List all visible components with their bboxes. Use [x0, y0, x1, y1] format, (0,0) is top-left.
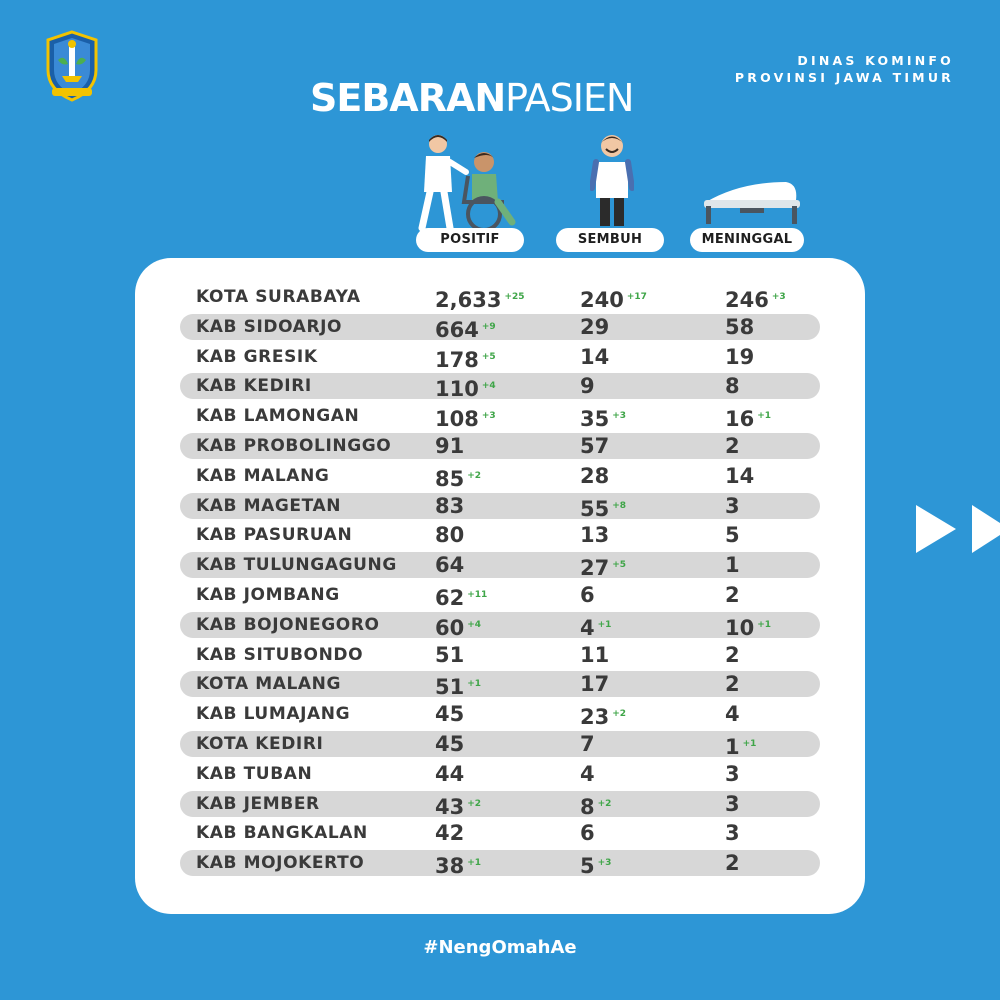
sembuh-delta: +17: [626, 292, 647, 302]
region-name: KAB JEMBER: [196, 793, 320, 814]
meninggal-count: [725, 522, 740, 548]
meninggal-count: [725, 761, 740, 787]
table-row: [180, 642, 820, 668]
sembuh-value: 55: [580, 496, 610, 521]
positif-count: [435, 701, 464, 727]
positif-value: 83: [435, 493, 465, 518]
table-row: [180, 284, 820, 310]
positif-delta: +3: [481, 411, 496, 422]
wheelchair-patient-icon: [412, 132, 524, 232]
meninggal-value: 14: [725, 463, 755, 488]
table-row: [180, 731, 820, 757]
region-name: KOTA KEDIRI: [196, 734, 324, 754]
sembuh-count: [580, 463, 609, 489]
meninggal-value: 2: [725, 583, 740, 607]
sembuh-count: [580, 403, 627, 432]
positif-value: 45: [435, 732, 465, 756]
meninggal-value: 4: [725, 702, 740, 727]
table-row: [180, 403, 820, 432]
sembuh-delta: +8: [612, 500, 627, 511]
positif-count: [435, 493, 464, 519]
meninggal-count: [725, 642, 740, 668]
region-name: KOTA MALANG: [196, 674, 342, 695]
positif-value: 110: [435, 377, 479, 402]
positif-value: 108: [435, 407, 479, 432]
column-header-meninggal: MENINGGAL: [690, 228, 804, 252]
positif-delta: +25: [504, 292, 525, 302]
region-name: KAB MALANG: [196, 465, 330, 486]
meninggal-count: [725, 582, 740, 608]
meninggal-count: [725, 552, 740, 578]
positif-delta: +1: [467, 679, 482, 690]
sembuh-count: [580, 761, 595, 787]
meninggal-value: 16: [725, 407, 755, 432]
positif-count: [435, 731, 464, 757]
positif-value: 2,633: [435, 288, 502, 312]
sembuh-count: [580, 314, 609, 340]
meninggal-value: 2: [725, 434, 740, 458]
region-name: KAB SITUBONDO: [196, 644, 364, 665]
next-arrow-icon[interactable]: [912, 503, 1000, 555]
table-row: [180, 373, 820, 402]
positif-count: [435, 284, 525, 310]
sembuh-value: 11: [580, 642, 610, 667]
region-name: KAB TUBAN: [196, 763, 313, 784]
positif-delta: +11: [467, 590, 488, 600]
positif-count: [435, 373, 496, 402]
sembuh-count: [580, 671, 609, 697]
positif-delta: +4: [481, 381, 496, 392]
sembuh-count: [580, 612, 611, 638]
meninggal-delta: +1: [757, 411, 772, 422]
sembuh-value: 4: [580, 615, 595, 640]
meninggal-count: [725, 850, 740, 876]
region-name: KAB PASURUAN: [196, 525, 353, 546]
positif-delta: +5: [481, 351, 496, 362]
region-name: KAB KEDIRI: [196, 376, 312, 397]
sembuh-delta: +1: [597, 619, 612, 630]
sembuh-value: 9: [580, 374, 595, 399]
meninggal-count: [725, 701, 740, 727]
positif-count: [435, 463, 481, 489]
meninggal-count: [725, 373, 740, 399]
sembuh-count: [580, 284, 647, 310]
meninggal-value: 3: [725, 821, 740, 846]
positif-count: [435, 403, 496, 432]
meninggal-count: [725, 791, 740, 817]
table-row: [180, 493, 820, 519]
positif-count: [435, 642, 464, 668]
sembuh-value: 5: [580, 854, 595, 879]
region-name: KAB MOJOKERTO: [196, 853, 365, 874]
org-line-2: PROVINSI JAWA TIMUR: [734, 70, 954, 85]
column-header-positif: POSITIF: [416, 228, 524, 252]
meninggal-count: [725, 612, 771, 638]
region-name: KAB LUMAJANG: [196, 704, 351, 725]
positif-count: [435, 820, 464, 846]
positif-value: 91: [435, 434, 465, 458]
sembuh-count: [580, 373, 595, 399]
meninggal-delta: +1: [742, 739, 757, 749]
sembuh-value: 35: [580, 407, 610, 432]
sembuh-value: 7: [580, 732, 595, 756]
positif-value: 38: [435, 854, 465, 879]
sembuh-value: 14: [580, 344, 610, 369]
region-name: KAB BOJONEGORO: [196, 614, 380, 635]
region-name: KAB MAGETAN: [196, 495, 342, 516]
column-header-sembuh: SEMBUH: [556, 228, 664, 252]
table-row: [180, 850, 820, 879]
table-row: [180, 791, 820, 817]
meninggal-count: [725, 433, 740, 459]
sembuh-count: [580, 433, 609, 459]
hospital-bed-icon: [700, 178, 804, 226]
table-row: [180, 671, 820, 700]
sembuh-count: [580, 552, 627, 581]
positif-value: 664: [435, 317, 479, 342]
table-row: [180, 612, 820, 638]
table-row: [180, 552, 820, 581]
meninggal-value: 3: [725, 761, 740, 786]
sembuh-count: [580, 850, 612, 879]
organization-label: [735, 52, 954, 86]
sembuh-count: [580, 493, 626, 519]
sembuh-value: 29: [580, 314, 610, 339]
hashtag: #NengOmahAe: [423, 937, 577, 958]
positif-value: 51: [435, 642, 465, 667]
meninggal-value: 2: [725, 851, 740, 876]
positif-count: [435, 552, 464, 578]
meninggal-count: [725, 731, 756, 757]
positif-value: 45: [435, 702, 465, 727]
sembuh-value: 6: [580, 821, 595, 846]
positif-value: 51: [435, 675, 465, 700]
sembuh-count: [580, 344, 609, 370]
sembuh-value: 8: [580, 794, 595, 819]
table-row: [180, 344, 820, 370]
positif-count: [435, 314, 496, 340]
table-row: [180, 582, 820, 608]
meninggal-count: [725, 403, 772, 432]
sembuh-delta: +2: [597, 798, 612, 809]
sembuh-delta: +2: [612, 709, 627, 720]
sembuh-value: 28: [580, 463, 610, 488]
positif-value: 178: [435, 347, 479, 372]
positif-count: [435, 791, 481, 817]
positif-count: [435, 433, 464, 459]
meninggal-count: [725, 493, 740, 519]
positif-delta: +2: [467, 470, 482, 481]
sembuh-value: 4: [580, 761, 595, 786]
table-row: [180, 314, 820, 340]
meninggal-value: 3: [725, 493, 740, 518]
province-emblem-icon: [44, 30, 100, 102]
sembuh-delta: +3: [612, 411, 627, 422]
meninggal-value: 2: [725, 672, 740, 697]
meninggal-value: 2: [725, 642, 740, 667]
meninggal-value: 1: [725, 735, 740, 759]
meninggal-delta: +1: [757, 619, 772, 630]
positif-delta: +1: [467, 858, 482, 869]
title-light: PASIEN: [505, 76, 634, 120]
sembuh-delta: +5: [612, 560, 627, 571]
positif-delta: +2: [467, 798, 482, 809]
positif-value: 43: [435, 794, 465, 819]
meninggal-value: 8: [725, 374, 740, 399]
positif-delta: +9: [481, 321, 496, 332]
positif-count: [435, 761, 464, 787]
page-title: [310, 76, 633, 120]
sembuh-value: 240: [580, 288, 624, 312]
positif-count: [435, 522, 464, 548]
positif-delta: +4: [467, 619, 482, 630]
region-name: KAB PROBOLINGGO: [196, 436, 392, 456]
region-name: KAB LAMONGAN: [196, 406, 360, 427]
positif-count: [435, 850, 482, 879]
table-row: [180, 433, 820, 459]
sembuh-count: [580, 701, 627, 730]
positif-count: [435, 582, 487, 608]
positif-count: [435, 612, 481, 638]
meninggal-value: 10: [725, 615, 755, 640]
recovered-person-icon: [590, 132, 634, 228]
meninggal-value: 58: [725, 314, 755, 339]
meninggal-value: 3: [725, 791, 740, 816]
positif-value: 80: [435, 523, 465, 548]
sembuh-count: [580, 820, 595, 846]
positif-value: 62: [435, 586, 465, 610]
region-name: KAB SIDOARJO: [196, 316, 343, 337]
sembuh-count: [580, 642, 609, 668]
meninggal-count: [725, 314, 754, 340]
sembuh-value: 57: [580, 434, 610, 458]
sembuh-count: [580, 791, 611, 817]
region-name: KAB BANGKALAN: [196, 823, 368, 844]
org-line-1: DINAS KOMINFO: [797, 53, 954, 68]
sembuh-count: [580, 731, 595, 757]
positif-value: 42: [435, 821, 465, 846]
meninggal-value: 19: [725, 344, 755, 369]
meninggal-count: [725, 463, 754, 489]
positif-value: 44: [435, 761, 465, 786]
region-name: KAB GRESIK: [196, 346, 318, 367]
table-row: [180, 522, 820, 548]
meninggal-value: 246: [725, 288, 769, 312]
region-name: KOTA SURABAYA: [196, 287, 361, 307]
sembuh-value: 23: [580, 705, 610, 730]
positif-count: [435, 344, 496, 370]
table-row: [180, 463, 820, 489]
sembuh-count: [580, 522, 609, 548]
positif-value: 85: [435, 466, 465, 491]
positif-count: [435, 671, 482, 700]
region-name: KAB TULUNGAGUNG: [196, 555, 397, 576]
meninggal-count: [725, 284, 786, 310]
table-row: [180, 761, 820, 787]
meninggal-delta: +3: [771, 292, 786, 302]
meninggal-value: 5: [725, 523, 740, 548]
positif-value: 60: [435, 615, 465, 640]
sembuh-value: 27: [580, 556, 610, 581]
meninggal-count: [725, 820, 740, 846]
table-row: [180, 701, 820, 730]
sembuh-value: 13: [580, 523, 610, 548]
title-bold: SEBARAN: [310, 76, 506, 120]
positif-value: 64: [435, 553, 465, 578]
meninggal-value: 1: [725, 553, 740, 578]
sembuh-value: 6: [580, 583, 595, 607]
region-name: KAB JOMBANG: [196, 585, 340, 605]
sembuh-delta: +3: [597, 858, 612, 869]
meninggal-count: [725, 344, 754, 370]
table-row: [180, 820, 820, 846]
sembuh-count: [580, 582, 595, 608]
meninggal-count: [725, 671, 740, 697]
sembuh-value: 17: [580, 672, 610, 697]
